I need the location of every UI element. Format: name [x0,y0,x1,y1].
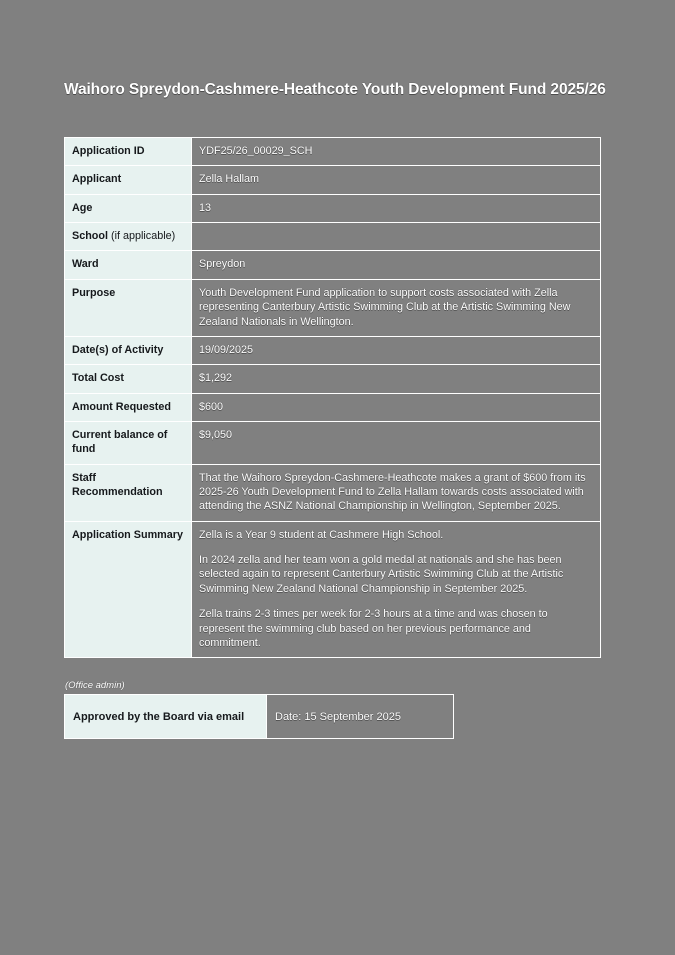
row-value-applicant: Zella Hallam [192,166,601,194]
row-label-application-summary [65,521,192,658]
row-label-total-cost [65,365,192,393]
table-row [65,223,601,251]
table-row [65,365,601,393]
label-qualifier: (if applicable) [108,230,176,243]
row-label-purpose [65,279,192,336]
row-value-current-balance: $9,050 [192,421,601,464]
summary-paragraph: Zella trains 2-3 times per week for 2-3 hours at a time and was chosen to represent the swimming club based on her previous performance and commitment. [199,608,548,649]
row-value-school [192,223,601,251]
application-details-table [64,137,601,658]
row-value-amount-requested: $600 [192,393,601,421]
table-row [65,166,601,194]
row-value-purpose: Youth Development Fund application to support costs associated with Zella representing Canterbury Artistic Swimming Club at the Artistic Swimming New Zealand Nationals in Wellington. [192,279,601,336]
label-text: Total Cost [72,372,124,385]
row-label-applicant [65,166,192,194]
row-value-dates-of-activity: 19/09/2025 [192,336,601,364]
row-label-dates-of-activity [65,336,192,364]
table-row [65,336,601,364]
table-row [65,194,601,222]
approved-by-board-label: Approved by the Board via email [65,695,267,739]
row-value-staff-recommendation: That the Waihoro Spreydon-Cashmere-Heathcote makes a grant of $600 from its 2025-26 Youth Development Fund to Zella Hallam towards costs associated with attending the ASNZ National Championship in Wellington, September 2025. [192,464,601,521]
table-row [65,695,454,739]
label-text: Age [72,201,93,214]
row-label-age [65,194,192,222]
label-text: Application ID [72,145,145,157]
row-label-amount-requested [65,393,192,421]
label-text: Current balance of fund [72,428,168,456]
row-label-current-balance [65,421,192,464]
row-label-school [65,223,192,251]
summary-paragraph: Zella is a Year 9 student at Cashmere High School. [199,528,444,541]
row-label-ward [65,251,192,279]
row-value-total-cost: $1,292 [192,365,601,393]
approval-table-body [65,695,454,739]
row-label-application-id [65,138,192,166]
office-admin-label: (Office admin) [65,680,125,691]
row-value-application-summary [192,521,601,658]
label-text: Purpose [72,286,116,299]
row-value-age: 13 [192,194,601,222]
application-table-body [65,138,601,658]
row-value-ward: Spreydon [192,251,601,279]
approval-table [64,694,454,739]
label-text: Date(s) of Activity [72,343,164,356]
table-row [65,421,601,464]
table-row [65,521,601,658]
label-text: School [72,230,108,243]
label-text: Ward [72,258,99,271]
row-label-staff-recommendation [65,464,192,521]
label-text: Applicant [72,173,122,186]
label-text: Amount Requested [72,400,171,413]
approval-date-value: Date: 15 September 2025 [267,695,454,739]
table-row [65,138,601,166]
table-row [65,393,601,421]
label-text: Application Summary [72,528,183,541]
label-text: Staff Recommendation [72,471,163,499]
page-title: Waihoro Spreydon-Cashmere-Heathcote Youth Development Fund 2025/26 [64,81,606,98]
table-row [65,251,601,279]
table-row [65,279,601,336]
row-value-application-id: YDF25/26_00029_SCH [192,138,601,166]
summary-paragraph: In 2024 zella and her team won a gold medal at nationals and she has been selected again to represent Canterbury Artistic Swimming Club at the Artistic Swimming New Zealand National Championship in September 2025. [199,554,564,595]
table-row [65,464,601,521]
